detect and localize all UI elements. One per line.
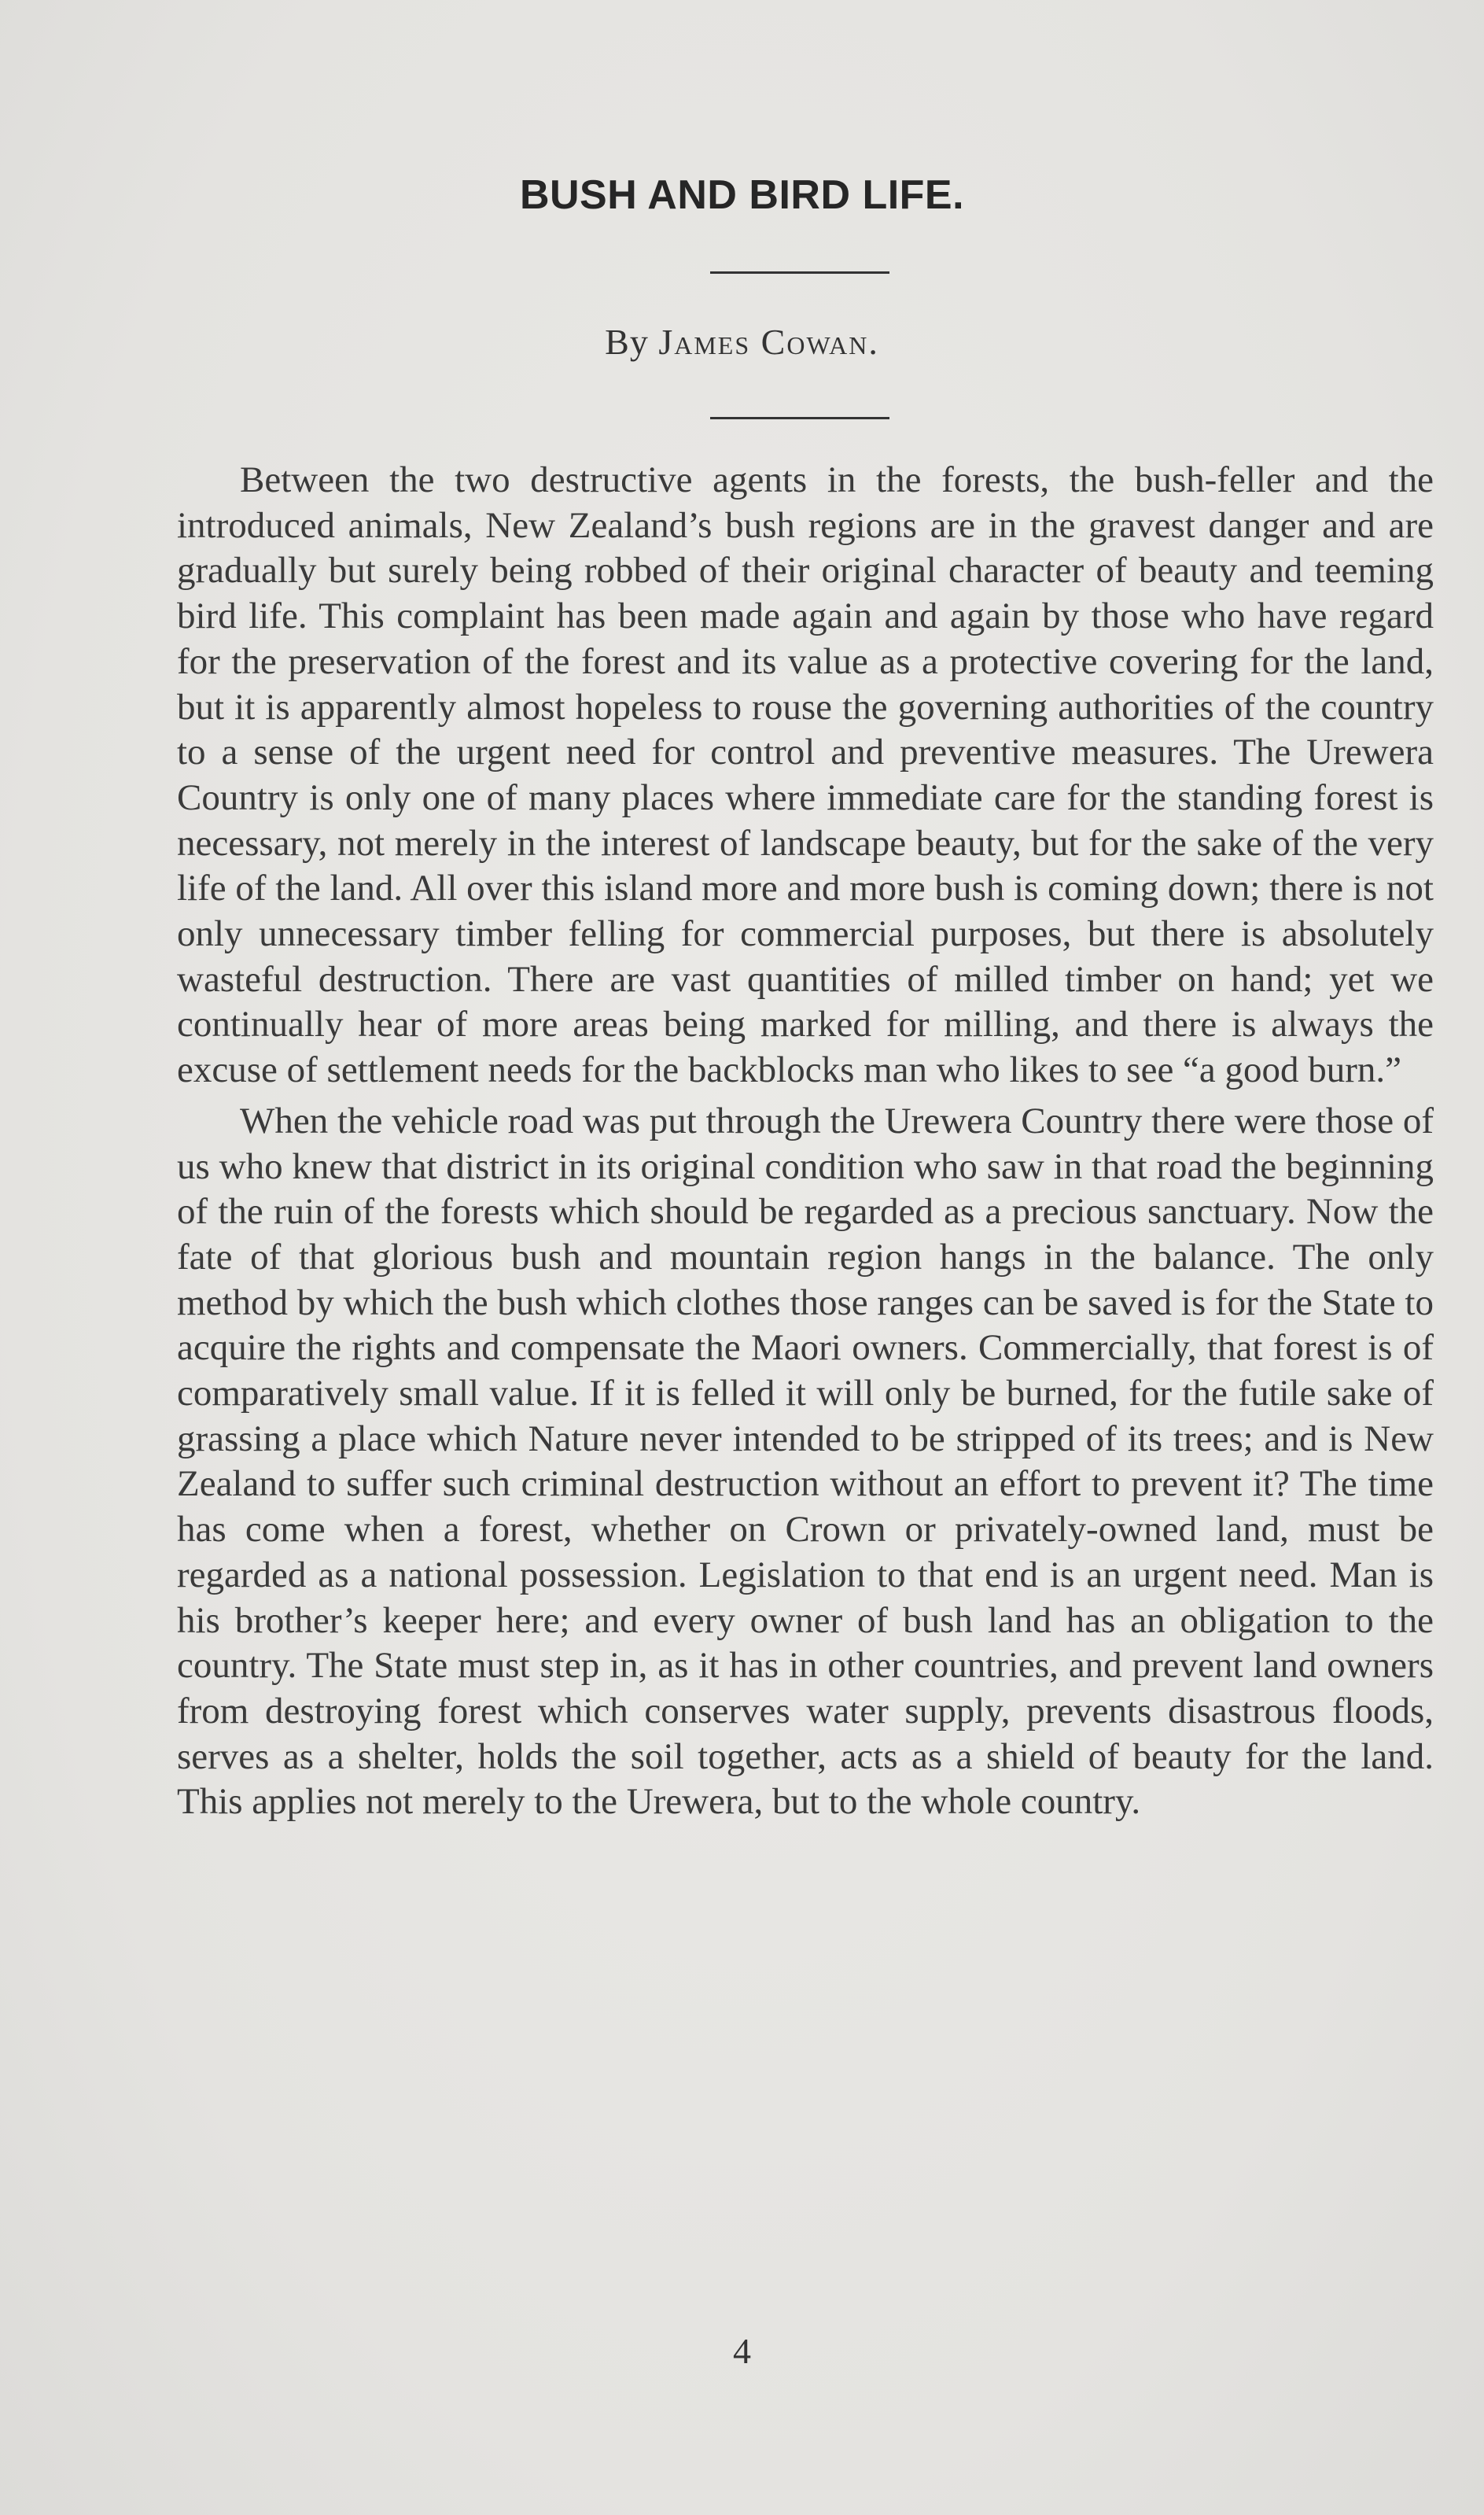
paragraph: Between the two destructive agents in the forests, the bush-feller and the introduced animals, New Zealand’s bush regions are in the gravest danger and are gradually but surely being robbed of their original character of beauty and teeming bird life. This complaint has been made again and again by those who have regard for the preservation of the forest and its value as a protective covering for the land, but it is apparently almost hopeless to rouse the governing authorities of the country to a sense of the urgent need for control and preventive measures. The Urewera Country is only one of many places where immediate care for the standing forest is necessary, not merely in the interest of landscape beauty, but for the sake of the very life of the land. All over this island more and more bush is coming down; there is not only unnecessary timber felling for commercial purposes, but there is absolutely wasteful destruction. There are vast quantities of milled timber on hand; yet we continually hear of more areas being marked for milling, and there is always the excuse of settlement needs for the backblocks man who likes to see “a good burn.”	[177, 459, 1434, 1091]
paragraph: When the vehicle road was put through the Urewera Country there were those of us who knew that district in its original condition who saw in that road the beginning of the ruin of the forests which should be regarded as a precious sanctuary. Now the fate of that glorious bush and mountain region hangs in the balance. The only method by which the bush which clothes those ranges can be saved is for the State to acquire the rights and compensate the Maori owners. Commercially, that forest is of comparatively small value. If it is felled it will only be burned, for the futile sake of grassing a place which Nature never intended to be stripped of its trees; and is New Zealand to suffer such criminal destruction without an effort to prevent it? The time has come when a forest, whether on Crown or privately-owned land, must be regarded as a national possession. Legislation to that end is an urgent need. Man is his brother’s keeper here; and every owner of bush land has an obligation to the country. The State must step in, as it has in other countries, and prevent land owners from destroying forest which conserves water supply, prevents disastrous floods, serves as a shelter, holds the soil together, acts as a shield of beauty for the land. This applies not merely to the Urewera, but to the whole country.	[177, 1100, 1434, 1823]
byline	[0, 321, 1484, 363]
article-title: BUSH AND BIRD LIFE.	[519, 172, 965, 218]
title-divider-top	[710, 271, 889, 274]
author-name: James Cowan.	[658, 322, 879, 362]
article-body	[177, 458, 1434, 1825]
page-number: 4	[733, 2331, 751, 2371]
byline-prefix: By	[605, 322, 649, 362]
title-divider-bottom	[710, 417, 889, 419]
